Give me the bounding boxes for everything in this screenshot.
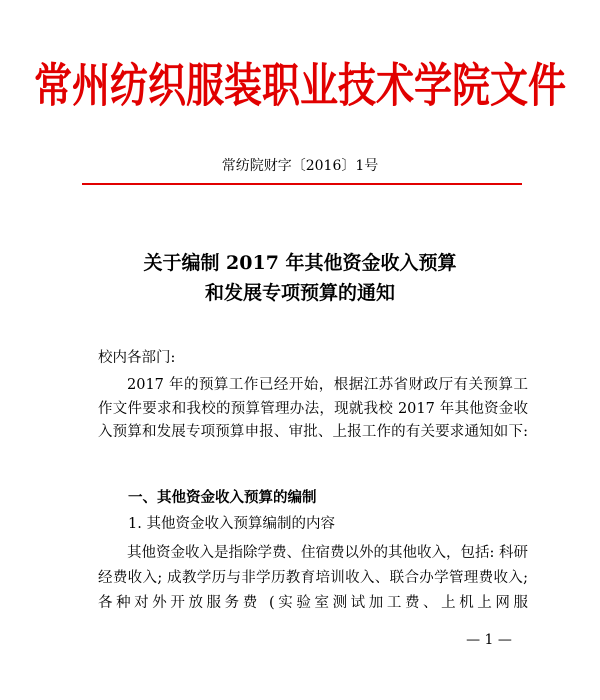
item-1-heading: 1. 其他资金收入预算编制的内容 [128,516,335,532]
body-paragraph-2: 其他资金收入是指除学费、住宿费以外的其他收入，包括: 科研经费收入; 成教学历与非学历教育培训收入、联合办学管理费收入; 各种对外开放服务费 (实验室测试加工费、上机上网服 [98,545,528,611]
section-1-heading: 一、其他资金收入预算的编制 [128,489,317,506]
page-number: — 1 — [466,632,512,648]
institution-header-title: 常州纺织服装职业技术学院文件 [33,57,566,113]
header-red-rule [82,183,522,185]
body-paragraph-1: 2017 年的预算工作已经开始，根据江苏省财政厅有关预算工作文件要求和我校的预算管理办法，现就我校 2017 年其他资金收入预算和发展专项预算申报、审批、上报工作的有关要求通知如下: [98,377,528,440]
notice-title [0,248,600,308]
salutation: 校内各部门: [98,350,176,366]
document-number: 常纺院财字〔2016〕1号 [221,158,379,174]
notice-title-line-2: 和发展专项预算的通知 [204,282,395,304]
notice-title-line-1: 关于编制 2017 年其他资金收入预算 [143,252,457,274]
